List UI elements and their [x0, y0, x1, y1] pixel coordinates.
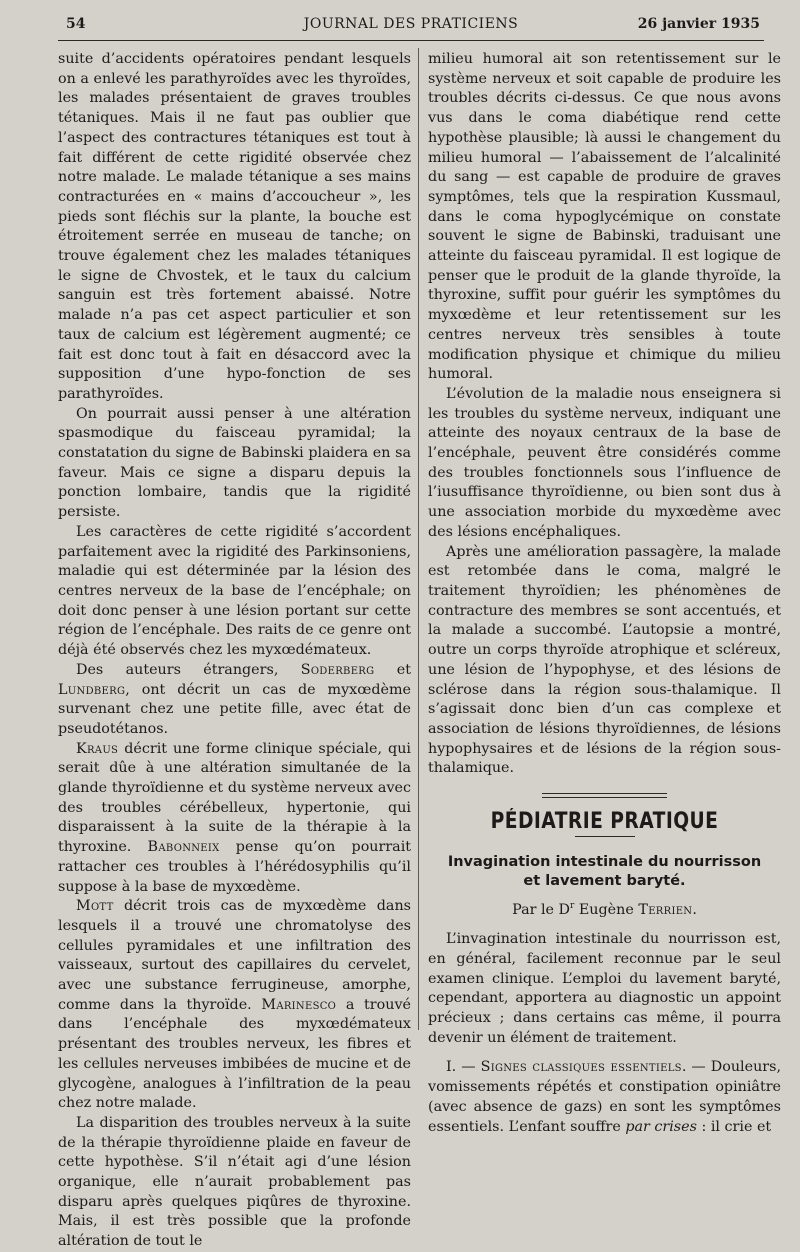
article-title-line: et lavement baryté.	[523, 872, 686, 889]
text-run: a trouvé dans l’encéphale des myxœdémateux présentant des troubles nerveux, les fibres et les cellules nerveuses imbibées de mucine et de glycogène, analogues à l’infiltration de la peau chez notre malade.	[58, 996, 411, 1112]
text-run: . — Douleurs, vomissements répétés et constipation opiniâtre (avec absence de gazs) en sont les symptômes essentiels. L’enfant souffre	[428, 1059, 781, 1135]
paragraph: milieu humoral ait son retentissement sur le système nerveux et soit capable de produire les troubles décrits ci-dessus. Ce que nous avons vus dans le coma diabétique rend cette hypothèse plausible; là aussi le changement du milieu humoral — l’abaissement de l’alcalinité du sang — est capable de produire de graves symptômes, tels que la respiration Kussmaul, dans le coma hypoglycémique on constate souvent le signe de Babinski, traduisant une atteinte du faisceau pyramidal. Il est logique de penser que le produit de la glande thyroïde, la thyroxine, suffit pour guérir les symptômes du myxœdème et leur retentissement sur les centres nerveux très sensibles à toute modification physique et chimique du milieu humoral.	[428, 51, 781, 383]
author-name: Terrien	[638, 901, 693, 918]
paragraph	[58, 740, 411, 898]
author-name: Mott	[76, 898, 114, 915]
right-column	[428, 50, 781, 1135]
author-name: Kraus	[76, 740, 119, 757]
paragraph: Les caractères de cette rigidité s’accordent parfaitement avec la rigidité des Parkinsoniens, maladie qui est déterminée par la lésion des centres nerveux de la base de l’encéphale; on doit donc penser à une lésion portant sur cette région de l’encéphale. Des raits de ce genre ont déjà été observés chez les myxœdémateux.	[58, 523, 411, 659]
byline-text: Par le D	[512, 901, 571, 918]
author-name: Marinesco	[261, 996, 337, 1013]
rule-line	[542, 793, 667, 794]
byline-text: Eugène	[578, 901, 634, 918]
byline-text: .	[692, 901, 697, 918]
page-number: 54	[66, 16, 86, 32]
paragraph: On pourrait aussi penser à une altération spasmodique du faisceau pyramidal; la constatation du signe de Babinski plaidera en sa faveur. Mais ce signe a disparu depuis la ponction lombaire, tandis que la rigidité persiste.	[58, 405, 411, 521]
text-run: Des auteurs étrangers,	[76, 661, 279, 678]
journal-title: JOURNAL DES PRATICIENS	[303, 16, 519, 32]
text-run: pense qu’on pourrait rattacher ces troubles à l’hérédosyphilis qu’il suppose à la base de myxœdème.	[58, 839, 412, 895]
spacer	[428, 1048, 781, 1058]
author-name: Soderberg	[300, 661, 375, 678]
paragraph: Après une amélioration passagère, la malade est retombée dans le coma, malgré le traitement thyroïdien; les phénomènes de contracture des membres se sont accentués, et la malade a succombé. L’autopsie a montré, outre un corps thyroïde atrophique et scléreux, une lésion de l’hypophyse, et des lésions de sclérose dans la région sous-thalamique. Il s’agissait donc bien d’un cas complexe et association de lésions thyroïdiennes, de lésions hypophysaires et de lésions de la région sous-thalamique.	[428, 543, 781, 777]
text-run: décrit trois cas de myxœdème dans lesquels il a trouvé une chromatolyse des cellules pyramidales et une infiltration des vaisseaux, surtout des capillaires du cervelet, avec une substance ferrugineuse, amorphe, comme dans la thyroïde.	[58, 898, 411, 1013]
page-header	[58, 14, 764, 41]
text-run: : il crie et	[701, 1118, 772, 1135]
paragraph	[58, 897, 411, 1114]
subsection-heading: Signes classiques essentiels	[480, 1059, 682, 1076]
spacer	[428, 920, 781, 930]
section-title: PÉDIATRIE PRATIQUE	[490, 809, 719, 835]
author-name: Lundberg	[58, 681, 126, 698]
issue-date: 26 janvier 1935	[637, 16, 760, 32]
byline	[428, 897, 781, 920]
paragraph: L’invagination intestinale du nourrisson est, en général, facilement reconnue par le seul examen clinique. L’emploi du lavement baryté, cependant, apportera au diagnostic un appoint précieux ; dans certains cas même, il pourra devenir un élément de traitement.	[428, 931, 781, 1046]
text-run: décrit une forme clinique spéciale, qui serait dûe à une altération simultanée de la glande thyroïdienne et du système nerveux avec des troubles cérébelleux, hypertonie, qui disparaissent à la suite de la thérapie à la thyroxine.	[58, 740, 411, 856]
left-column	[58, 50, 412, 1250]
rule-line	[542, 797, 667, 798]
double-rule	[542, 793, 667, 798]
byline-sup: r	[570, 900, 575, 911]
text-run: I. —	[446, 1059, 476, 1076]
author-name: Babonneix	[147, 839, 220, 856]
column-divider	[418, 48, 419, 1030]
article-title-line: Invagination intestinale du nourrisson	[447, 853, 762, 870]
emphasis: par crises	[625, 1118, 697, 1135]
article-title	[428, 853, 781, 891]
paragraph: L’évolution de la maladie nous enseignera si les troubles du système nerveux, indiquant une atteinte des noyaux centraux de la base de l’encéphale, peuvent être considérés comme des troubles fonctionnels sous l’influence de l’iusuffisance thyroïdienne, ou bien sont dus à une association morbide du myxœdème avec des lésions encéphaliques.	[428, 385, 781, 540]
text-run: et	[396, 661, 411, 678]
text-run: , ont décrit un cas de myxœdème survenant chez une petite fille, avec état de pseudotétanos.	[58, 681, 411, 737]
section-rule	[575, 836, 635, 837]
paragraph: La disparition des troubles nerveux à la suite de la thérapie thyroïdienne plaide en faveur de cette hypothèse. S’il n’était agi d’une lésion organique, elle n’aurait probablement pas disparu après quelques piqûres de thyroxine. Mais, il est très possible que la profonde altération de tout le	[58, 1114, 411, 1250]
paragraph	[428, 1058, 781, 1137]
paragraph	[58, 661, 411, 740]
paragraph: suite d’accidents opératoires pendant lesquels on a enlevé les parathyroïdes avec les thyroïdes, les malades présentaient de graves troubles tétaniques. Mais il ne faut pas oublier que l’aspect des contractures tétaniques est tout à fait différent de cette rigidité observée chez notre malade. Le malade tétanique a ses mains contracturées en « mains d’accoucheur », les pieds sont fléchis sur la plante, la bouche est étroitement serrée en museau de tanche; on trouve également chez les malades tétaniques le signe de Chvostek, et le taux du calcium sanguin est très fortement abaissé. Notre malade n’a pas cet aspect particulier et son taux de calcium est légèrement augmenté; ce fait est donc tout à fait en désaccord avec la supposition d’une hypo-fonction de ses parathyroïdes.	[58, 51, 411, 402]
